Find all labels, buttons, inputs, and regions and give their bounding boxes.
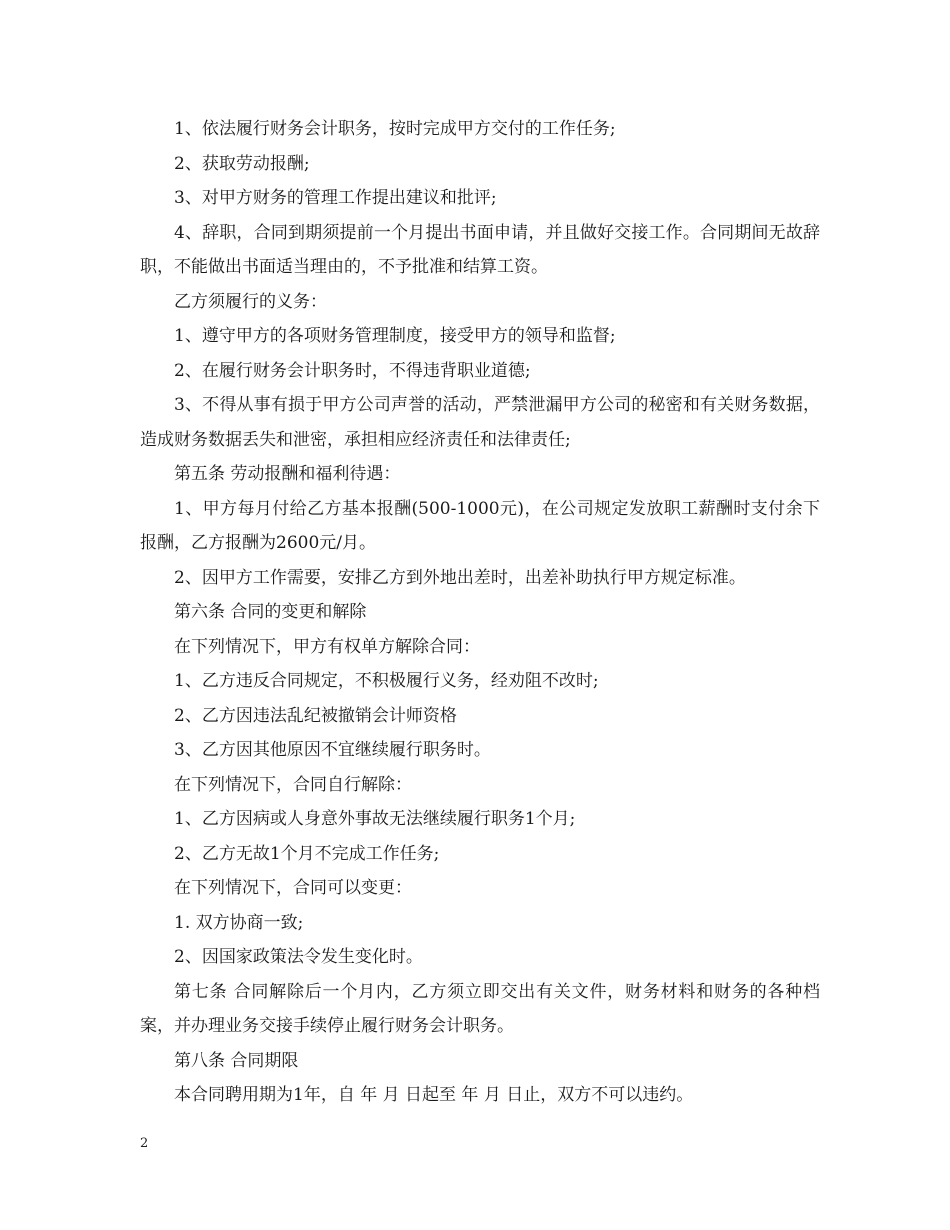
paragraph-17: 在下列情况下，合同自行解除： [174, 774, 412, 795]
paragraph-3: 3、对甲方财务的管理工作提出建议和批评; [174, 188, 497, 208]
paragraph-22: 2、因国家政策法令发生变化时。 [174, 947, 423, 967]
paragraph-8: 3、不得从事有损于甲方公司声誉的活动，严禁泄漏甲方公司的秘密和有关财务数据，造成财务数据丢失和泄密，承担相应经济责任和法律责任; [140, 395, 820, 450]
paragraph-14: 1、乙方违反合同规定，不积极履行义务，经劝阻不改时; [174, 671, 599, 691]
paragraph-21: 1. 双方协商一致; [174, 912, 304, 933]
paragraph-25: 本合同聘用期为1年，自 年 月 日起至 年 月 日止，双方不可以违约。 [174, 1085, 694, 1105]
paragraph-15: 2、乙方因违法乱纪被撤销会计师资格 [174, 705, 457, 726]
paragraph-18: 1、乙方因病或人身意外事故无法继续履行职务1个月; [174, 809, 576, 829]
paragraph-1: 1、依法履行财务会计职务，按时完成甲方交付的工作任务; [174, 119, 616, 139]
paragraph-23: 第七条 合同解除后一个月内，乙方须立即交出有关文件，财务材料和财务的各种档案，并办理业务交接手续停止履行财务会计职务。 [140, 981, 820, 1036]
paragraph-2: 2、获取劳动报酬; [174, 153, 310, 174]
paragraph-12: 第六条 合同的变更和解除 [174, 602, 367, 622]
paragraph-10: 1、甲方每月付给乙方基本报酬(500-1000元)，在公司规定发放职工薪酬时支付余下报酬，乙方报酬为2600元/月。 [140, 498, 820, 553]
paragraph-20: 在下列情况下，合同可以变更： [174, 878, 412, 898]
paragraph-7: 2、在履行财务会计职务时，不得违背职业道德; [174, 360, 531, 381]
paragraph-4: 4、辞职，合同到期须提前一个月提出书面申请，并且做好交接工作。合同期间无故辞职，不能做出书面适当理由的，不予批准和结算工资。 [140, 222, 820, 277]
paragraph-16: 3、乙方因其他原因不宜继续履行职务时。 [174, 740, 491, 760]
paragraph-5: 乙方须履行的义务： [174, 291, 327, 312]
paragraph-24: 第八条 合同期限 [174, 1050, 299, 1071]
paragraph-9: 第五条 劳动报酬和福利待遇： [174, 464, 401, 484]
paragraph-19: 2、乙方无故1个月不完成工作任务; [174, 843, 440, 864]
paragraph-13: 在下列情况下，甲方有权单方解除合同： [174, 636, 480, 657]
paragraph-11: 2、因甲方工作需要，安排乙方到外地出差时，出差补助执行甲方规定标准。 [174, 567, 746, 588]
page-number: 2 [140, 1136, 149, 1151]
document-page [140, 112, 820, 1113]
paragraph-6: 1、遵守甲方的各项财务管理制度，接受甲方的领导和监督; [174, 326, 616, 346]
